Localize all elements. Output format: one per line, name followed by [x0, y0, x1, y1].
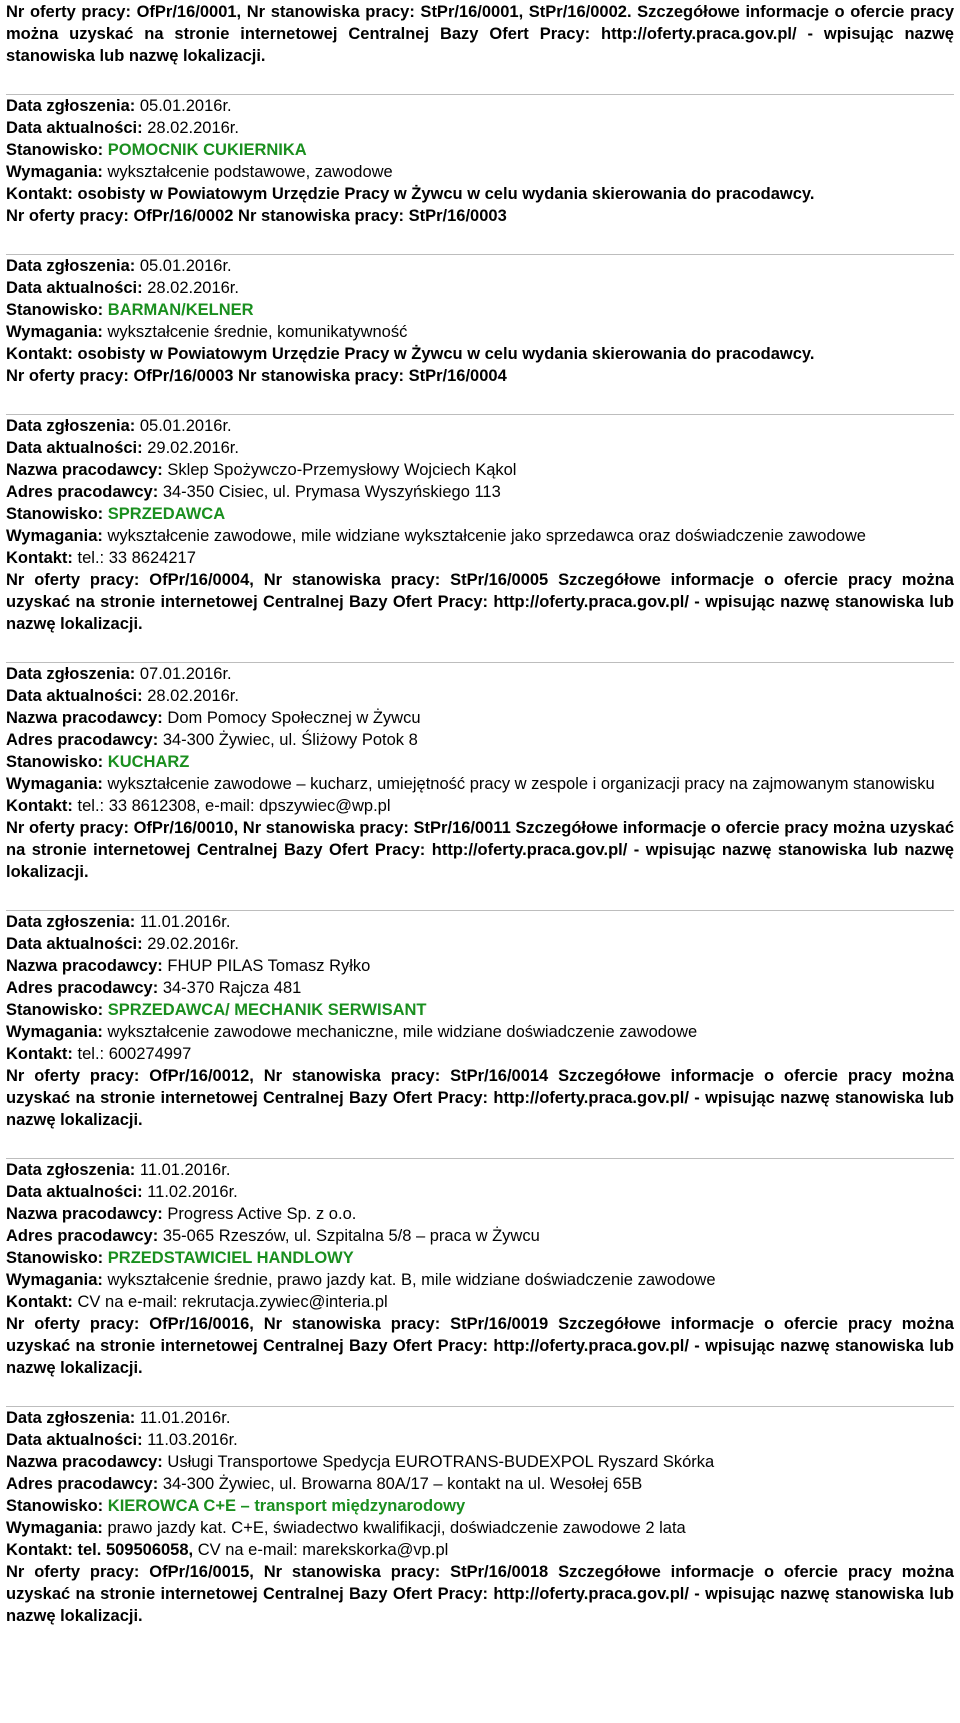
contact-value-bold: tel. 509506058, — [77, 1541, 194, 1559]
employer-address — [6, 729, 954, 751]
spacer — [6, 1131, 954, 1152]
requirements-value: wykształcenie podstawowe, zawodowe — [107, 163, 393, 181]
position — [6, 299, 954, 321]
employer-name — [6, 1451, 954, 1473]
submission-date — [6, 95, 954, 117]
spacer — [6, 387, 954, 408]
submission-date — [6, 911, 954, 933]
requirements — [6, 161, 954, 183]
validity-date-label: Data aktualności: — [6, 119, 143, 137]
submission-date-value: 11.01.2016r. — [139, 1409, 231, 1427]
position-label: Stanowisko: — [6, 1249, 104, 1267]
employer-address — [6, 1473, 954, 1495]
employer-name-value: Dom Pomocy Społecznej w Żywcu — [167, 709, 421, 727]
submission-date — [6, 255, 954, 277]
contact-label: Kontakt: — [6, 1293, 73, 1311]
employer-name — [6, 955, 954, 977]
offer-number-footer: Nr oferty pracy: OfPr/16/0015, Nr stanowiska pracy: StPr/16/0018 Szczegółowe informacje o ofercie pracy można uzyskać na stronie internetowej Centralnej Bazy Ofert Pracy: http://oferty.praca.gov.pl/ - wpisując nazwę stanowiska lub nazwę lokalizacji. — [6, 1563, 954, 1625]
requirements-value: wykształcenie średnie, prawo jazdy kat. B, mile widziane doświadczenie zawodowe — [107, 1271, 716, 1289]
contact-label: Kontakt: — [6, 1045, 73, 1063]
contact-label: Kontakt: — [6, 1541, 73, 1559]
spacer — [6, 883, 954, 904]
requirements-label: Wymagania: — [6, 1023, 103, 1041]
submission-date-label: Data zgłoszenia: — [6, 97, 136, 115]
submission-date-value: 11.01.2016r. — [139, 1161, 231, 1179]
position-label: Stanowisko: — [6, 1497, 104, 1515]
contact — [6, 343, 954, 365]
offer-number-footer: Nr oferty pracy: OfPr/16/0012, Nr stanowiska pracy: StPr/16/0014 Szczegółowe informacje o ofercie pracy można uzyskać na stronie internetowej Centralnej Bazy Ofert Pracy: http://oferty.praca.gov.pl/ - wpisując nazwę stanowiska lub nazwę lokalizacji. — [6, 1067, 954, 1129]
employer-address-value: 34-300 Żywiec, ul. Browarna 80A/17 – kontakt na ul. Wesołej 65B — [162, 1475, 643, 1493]
employer-name-value: FHUP PILAS Tomasz Ryłko — [167, 957, 371, 975]
employer-name-label: Nazwa pracodawcy: — [6, 461, 163, 479]
position-value: SPRZEDAWCA/ MECHANIK SERWISANT — [107, 1001, 427, 1019]
requirements-label: Wymagania: — [6, 1519, 103, 1537]
requirements — [6, 525, 954, 547]
submission-date-value: 07.01.2016r. — [139, 665, 232, 683]
position-value: POMOCNIK CUKIERNIKA — [107, 141, 307, 159]
validity-date-label: Data aktualności: — [6, 1431, 143, 1449]
offer-number-footer: Nr oferty pracy: OfPr/16/0004, Nr stanowiska pracy: StPr/16/0005 Szczegółowe informacje o ofercie pracy można uzyskać na stronie internetowej Centralnej Bazy Ofert Pracy: http://oferty.praca.gov.pl/ - wpisując nazwę stanowiska lub nazwę lokalizacji. — [6, 571, 954, 633]
job-offer-entry — [6, 910, 954, 1152]
employer-address — [6, 481, 954, 503]
employer-name-value: Usługi Transportowe Spedycja EUROTRANS-BUDEXPOL Ryszard Skórka — [167, 1453, 715, 1471]
contact — [6, 183, 954, 205]
contact-label: Kontakt: — [6, 185, 73, 203]
job-offer-list — [6, 94, 954, 1648]
requirements-label: Wymagania: — [6, 1271, 103, 1289]
employer-address-value: 34-370 Rajcza 481 — [162, 979, 302, 997]
spacer — [6, 227, 954, 248]
requirements-value: wykształcenie średnie, komunikatywność — [107, 323, 408, 341]
contact-value: CV na e-mail: marekskorka@vp.pl — [193, 1541, 449, 1559]
submission-date-label: Data zgłoszenia: — [6, 257, 136, 275]
contact-label: Kontakt: — [6, 797, 73, 815]
job-offer-entry — [6, 254, 954, 408]
validity-date — [6, 1181, 954, 1203]
validity-date-label: Data aktualności: — [6, 935, 143, 953]
position — [6, 139, 954, 161]
validity-date-value: 29.02.2016r. — [147, 935, 239, 953]
position — [6, 1495, 954, 1517]
position — [6, 1247, 954, 1269]
validity-date-value: 11.02.2016r. — [147, 1183, 238, 1201]
requirements — [6, 773, 954, 795]
submission-date-label: Data zgłoszenia: — [6, 1161, 136, 1179]
spacer — [6, 1379, 954, 1400]
position-value: SPRZEDAWCA — [107, 505, 226, 523]
employer-name — [6, 1203, 954, 1225]
requirements-value: wykształcenie zawodowe – kucharz, umiejętność pracy w zespole i organizacji pracy na zajmowanym stanowisku — [107, 775, 935, 793]
contact-value: tel.: 33 8624217 — [77, 549, 196, 567]
contact-value-bold: osobisty w Powiatowym Urzędzie Pracy w Żywcu w celu wydania skierowania do pracodawcy. — [77, 345, 815, 363]
submission-date — [6, 1407, 954, 1429]
employer-address — [6, 977, 954, 999]
validity-date-label: Data aktualności: — [6, 439, 143, 457]
validity-date — [6, 1429, 954, 1451]
requirements-label: Wymagania: — [6, 163, 103, 181]
employer-name-label: Nazwa pracodawcy: — [6, 1205, 163, 1223]
position-label: Stanowisko: — [6, 505, 104, 523]
contact — [6, 547, 954, 569]
position-label: Stanowisko: — [6, 301, 104, 319]
employer-name — [6, 707, 954, 729]
position-value: BARMAN/KELNER — [107, 301, 254, 319]
validity-date-value: 28.02.2016r. — [147, 279, 239, 297]
job-offers-document — [0, 1, 960, 1648]
offer-number-footer: Nr oferty pracy: OfPr/16/0002 Nr stanowiska pracy: StPr/16/0003 — [6, 207, 507, 225]
employer-address-label: Adres pracodawcy: — [6, 1227, 159, 1245]
employer-address-value: 35-065 Rzeszów, ul. Szpitalna 5/8 – praca w Żywcu — [162, 1227, 540, 1245]
employer-address-label: Adres pracodawcy: — [6, 979, 159, 997]
requirements-value: prawo jazdy kat. C+E, świadectwo kwalifikacji, doświadczenie zawodowe 2 lata — [107, 1519, 686, 1537]
employer-address-label: Adres pracodawcy: — [6, 483, 159, 501]
validity-date-value: 28.02.2016r. — [147, 687, 239, 705]
submission-date-label: Data zgłoszenia: — [6, 1409, 136, 1427]
offer-number-footer: Nr oferty pracy: OfPr/16/0010, Nr stanowiska pracy: StPr/16/0011 Szczegółowe informacje o ofercie pracy można uzyskać na stronie internetowej Centralnej Bazy Ofert Pracy: http://oferty.praca.gov.pl/ - wpisując nazwę stanowiska lub nazwę lokalizacji. — [6, 819, 954, 881]
employer-name-label: Nazwa pracodawcy: — [6, 957, 163, 975]
contact-value: CV na e-mail: rekrutacja.zywiec@interia.pl — [77, 1293, 388, 1311]
offer-number-footer: Nr oferty pracy: OfPr/16/0003 Nr stanowiska pracy: StPr/16/0004 — [6, 367, 507, 385]
validity-date — [6, 277, 954, 299]
submission-date-label: Data zgłoszenia: — [6, 913, 136, 931]
employer-address-label: Adres pracodawcy: — [6, 731, 159, 749]
submission-date — [6, 663, 954, 685]
requirements — [6, 1269, 954, 1291]
submission-date — [6, 415, 954, 437]
contact-label: Kontakt: — [6, 549, 73, 567]
spacer — [6, 67, 954, 88]
validity-date — [6, 437, 954, 459]
validity-date-label: Data aktualności: — [6, 1183, 143, 1201]
position — [6, 999, 954, 1021]
submission-date-value: 11.01.2016r. — [139, 913, 231, 931]
employer-address-value: 34-300 Żywiec, ul. Śliżowy Potok 8 — [162, 731, 418, 749]
contact — [6, 1539, 954, 1561]
job-offer-entry — [6, 94, 954, 248]
employer-address-label: Adres pracodawcy: — [6, 1475, 159, 1493]
employer-name-label: Nazwa pracodawcy: — [6, 709, 163, 727]
employer-name-value: Progress Active Sp. z o.o. — [167, 1205, 357, 1223]
validity-date-value: 29.02.2016r. — [147, 439, 239, 457]
job-offer-entry — [6, 662, 954, 904]
submission-date-value: 05.01.2016r. — [139, 257, 232, 275]
validity-date — [6, 117, 954, 139]
position — [6, 751, 954, 773]
requirements-value: wykształcenie zawodowe, mile widziane wykształcenie jako sprzedawca oraz doświadczenie zawodowe — [107, 527, 866, 545]
employer-name — [6, 459, 954, 481]
contact-value: tel.: 600274997 — [77, 1045, 192, 1063]
job-offer-entry — [6, 1158, 954, 1400]
requirements-label: Wymagania: — [6, 527, 103, 545]
validity-date-label: Data aktualności: — [6, 687, 143, 705]
position-label: Stanowisko: — [6, 141, 104, 159]
employer-name-value: Sklep Spożywczo-Przemysłowy Wojciech Kąkol — [167, 461, 517, 479]
intro-paragraph: Nr oferty pracy: OfPr/16/0001, Nr stanowiska pracy: StPr/16/0001, StPr/16/0002. Szczegółowe informacje o ofercie pracy można uzyskać na stronie internetowej Centralnej Bazy Ofert Pracy: http://oferty.praca.gov.pl/ - wpisując nazwę stanowiska lub nazwę lokalizacji. — [6, 3, 954, 65]
position-label: Stanowisko: — [6, 753, 104, 771]
position-value: KUCHARZ — [107, 753, 190, 771]
position-value: KIEROWCA C+E – transport międzynarodowy — [107, 1497, 466, 1515]
employer-address — [6, 1225, 954, 1247]
validity-date-value: 11.03.2016r. — [147, 1431, 238, 1449]
offer-number-footer: Nr oferty pracy: OfPr/16/0016, Nr stanowiska pracy: StPr/16/0019 Szczegółowe informacje o ofercie pracy można uzyskać na stronie internetowej Centralnej Bazy Ofert Pracy: http://oferty.praca.gov.pl/ - wpisując nazwę stanowiska lub nazwę lokalizacji. — [6, 1315, 954, 1377]
employer-address-value: 34-350 Cisiec, ul. Prymasa Wyszyńskiego 113 — [162, 483, 501, 501]
job-offer-entry — [6, 1406, 954, 1648]
contact — [6, 1291, 954, 1313]
requirements-label: Wymagania: — [6, 775, 103, 793]
requirements — [6, 1021, 954, 1043]
submission-date — [6, 1159, 954, 1181]
requirements — [6, 1517, 954, 1539]
contact-value: tel.: 33 8612308, e-mail: dpszywiec@wp.pl — [77, 797, 391, 815]
submission-date-label: Data zgłoszenia: — [6, 665, 136, 683]
requirements-label: Wymagania: — [6, 323, 103, 341]
validity-date — [6, 685, 954, 707]
submission-date-value: 05.01.2016r. — [139, 97, 232, 115]
validity-date-value: 28.02.2016r. — [147, 119, 239, 137]
contact — [6, 1043, 954, 1065]
submission-date-value: 05.01.2016r. — [139, 417, 232, 435]
position-value: PRZEDSTAWICIEL HANDLOWY — [107, 1249, 354, 1267]
contact — [6, 795, 954, 817]
requirements — [6, 321, 954, 343]
employer-name-label: Nazwa pracodawcy: — [6, 1453, 163, 1471]
spacer — [6, 1627, 954, 1648]
validity-date-label: Data aktualności: — [6, 279, 143, 297]
contact-label: Kontakt: — [6, 345, 73, 363]
spacer — [6, 635, 954, 656]
requirements-value: wykształcenie zawodowe mechaniczne, mile widziane doświadczenie zawodowe — [107, 1023, 698, 1041]
position-label: Stanowisko: — [6, 1001, 104, 1019]
validity-date — [6, 933, 954, 955]
contact-value-bold: osobisty w Powiatowym Urzędzie Pracy w Żywcu w celu wydania skierowania do pracodawcy. — [77, 185, 815, 203]
position — [6, 503, 954, 525]
job-offer-entry — [6, 414, 954, 656]
submission-date-label: Data zgłoszenia: — [6, 417, 136, 435]
